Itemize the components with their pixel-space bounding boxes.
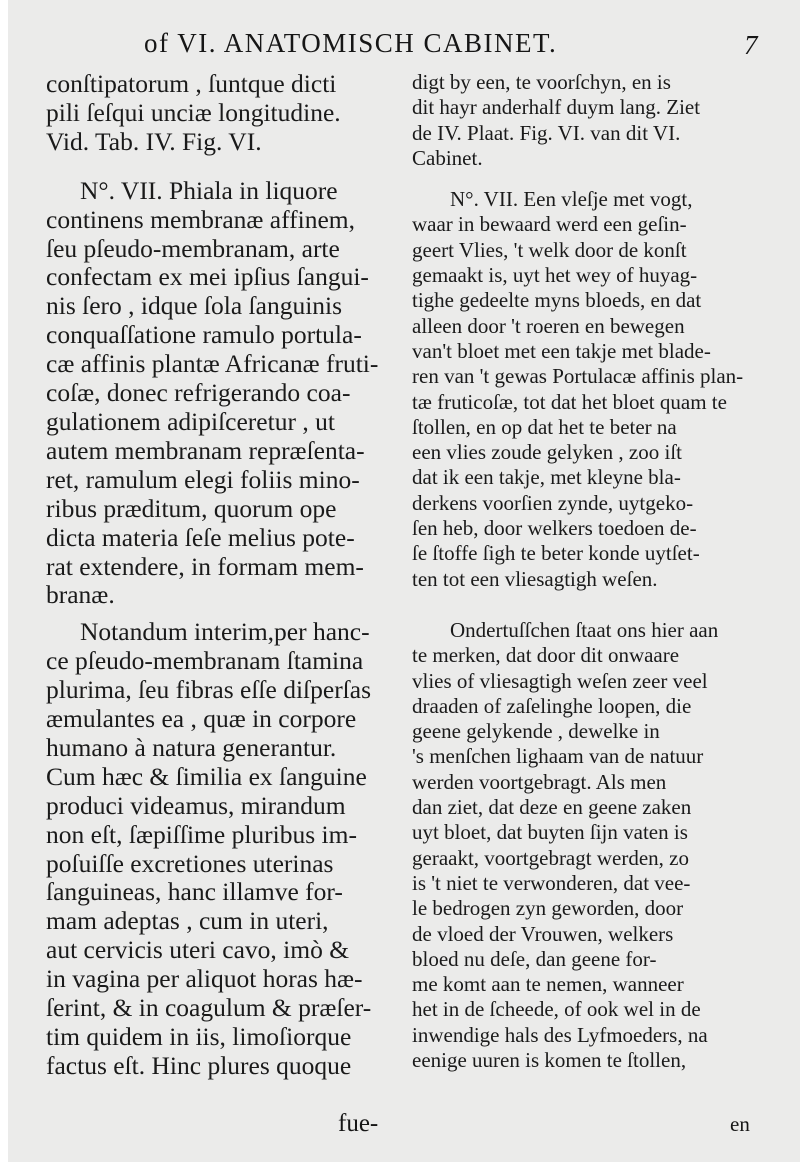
text-line: me komt aan te nemen, wanneer [412,972,684,997]
text-line: N°. VII. Een vleſje met vogt, [450,187,693,212]
text-line: conquaſſatione ramulo portula- [46,320,362,350]
text-line: eenige uuren is komen te ſtollen, [412,1047,687,1072]
text-line: le bedrogen zyn geworden, door [412,896,684,921]
text-line: bloed nu deſe, dan geene for- [412,946,657,971]
text-line: alleen door 't roeren en bewegen [412,313,685,338]
text-line: vlies of vliesagtigh weſen zeer veel [412,668,708,693]
latin-paragraph-1 [46,70,400,157]
text-line: branæ. [46,580,115,610]
text-line: conſtipatorum , ſuntque dicti [46,69,337,98]
dutch-paragraph-3 [412,618,776,1073]
text-line: nis ſero , idque ſola ſanguinis [46,291,343,321]
text-line: ribus præditum, quorum ope [46,493,337,523]
text-line: dicta materia ſeſe melius pote- [46,522,355,552]
latin-column [46,70,400,1081]
book-page [8,0,800,1162]
text-line: uyt bloet, dat buyten ſijn vaten is [412,820,688,845]
text-line: dan ziet, dat deze en geene zaken [412,795,692,820]
text-line: Cum hæc & ſimilia ex ſanguine [46,761,367,791]
text-line: 's menſchen lighaam van de natuur [412,744,704,769]
dutch-paragraph-2 [412,187,776,592]
text-line: digt by een, te voorſchyn, en is [412,70,671,94]
text-line: inwendige hals des Lyfmoeders, na [412,1022,708,1047]
text-line: ſen heb, door welkers toedoen de- [412,516,697,541]
dutch-paragraph-1 [412,70,776,171]
text-line: non eſt, ſæpiſſime pluribus im- [46,819,357,849]
text-line: aut cervicis uteri cavo, imò & [46,935,350,965]
text-line: is 't niet te verwonderen, dat vee- [412,870,691,895]
text-line: rat extendere, in formam mem- [46,551,364,581]
text-line: de IV. Plaat. Fig. VI. van dit VI. [412,120,681,145]
text-line: Vid. Tab. IV. Fig. VI. [46,126,262,156]
text-line: Notandum interim,per hanc- [80,617,370,647]
text-line: ret, ramulum elegi foliis mino- [46,464,360,494]
text-line: draaden of zaſelinghe loopen, die [412,693,692,718]
text-line: mam adeptas , cum in uteri, [46,906,329,936]
text-line: factus eſt. Hinc plures quoque [46,1050,352,1080]
page-number: 7 [744,30,758,60]
text-line: te merken, dat door dit onwaare [412,643,680,668]
text-line: een vlies zoude gelyken , zoo iſt [412,440,682,465]
text-line: ten tot een vliesagtigh weſen. [412,566,658,591]
text-line: het in de ſcheede, of ook wel in de [412,997,701,1022]
text-line: in vagina per aliquot horas hæ- [46,964,363,994]
text-line: æmulantes ea , quæ in corpore [46,704,357,734]
text-line: geert Vlies, 't welk door de konſt [412,237,687,262]
text-line: ſanguineas, hanc illamve for- [46,877,343,907]
text-line: ce pſeudo-membranam ſtamina [46,646,364,676]
text-line: derkens voorſien zynde, uytgeko- [412,490,694,515]
text-line: tim quidem in iis, limoſiorque [46,1022,352,1051]
text-line: cæ affinis plantæ Africanæ fruti- [46,349,379,379]
text-line: N°. VII. Phiala in liquore [80,175,338,205]
text-line: geraakt, voortgebragt werden, zo [412,845,689,870]
text-line: werden voortgebragt. Als men [412,769,667,794]
text-line: Cabinet. [412,145,483,170]
dutch-column [412,70,776,1073]
latin-catchword: fue- [338,1110,379,1137]
running-head: of VI. ANATOMISCH CABINET. [144,28,558,58]
text-line: waar in bewaard werd een geſin- [412,212,687,237]
latin-paragraph-2 [46,177,400,611]
text-line: gulationem adipiſceretur , ut [46,406,335,436]
text-line: van't bloet met een takje met blade- [412,338,711,363]
page-header [8,28,800,68]
text-line: geene gelykende , dewelke in [412,719,660,744]
text-line: humano à natura generantur. [46,732,337,762]
text-line: plurima, ſeu fibras eſſe diſperſas [46,675,372,705]
text-line: produci videamus, mirandum [46,790,346,820]
text-line: continens membranæ affinem, [46,204,355,234]
text-line: gemaakt is, uyt het wey of huyag- [412,263,698,288]
text-line: dat ik een takje, met kleyne bla- [412,465,681,490]
text-line: dit hayr anderhalf duym lang. Ziet [412,95,701,120]
dutch-catchword: en [730,1112,750,1136]
text-line: autem membranam repræſenta- [46,435,365,465]
text-line: Ondertuſſchen ſtaat ons hier aan [450,617,719,642]
text-line: coſæ, donec refrigerando coa- [46,378,351,408]
text-line: confectam ex mei ipſius ſangui- [46,262,369,292]
text-line: ren van 't gewas Portulacæ affinis plan- [412,364,744,389]
latin-paragraph-3 [46,618,400,1081]
text-line: ſe ſtoffe ſigh te beter konde uytſet- [412,541,700,566]
text-line: ſerint, & in coagulum & præſer- [46,993,372,1023]
text-line: ſeu pſeudo-membranam, arte [46,233,340,263]
text-line: de vloed der Vrouwen, welkers [412,921,674,946]
text-line: tighe gedeelte myns bloeds, en dat [412,288,702,313]
text-line: poſuiſſe excretiones uterinas [46,848,334,878]
text-line: ſtollen, en op dat het te beter na [412,414,677,439]
text-line: tæ fruticoſæ, tot dat het bloet quam te [412,389,727,414]
text-line: pili ſeſqui unciæ longitudine. [46,97,341,127]
